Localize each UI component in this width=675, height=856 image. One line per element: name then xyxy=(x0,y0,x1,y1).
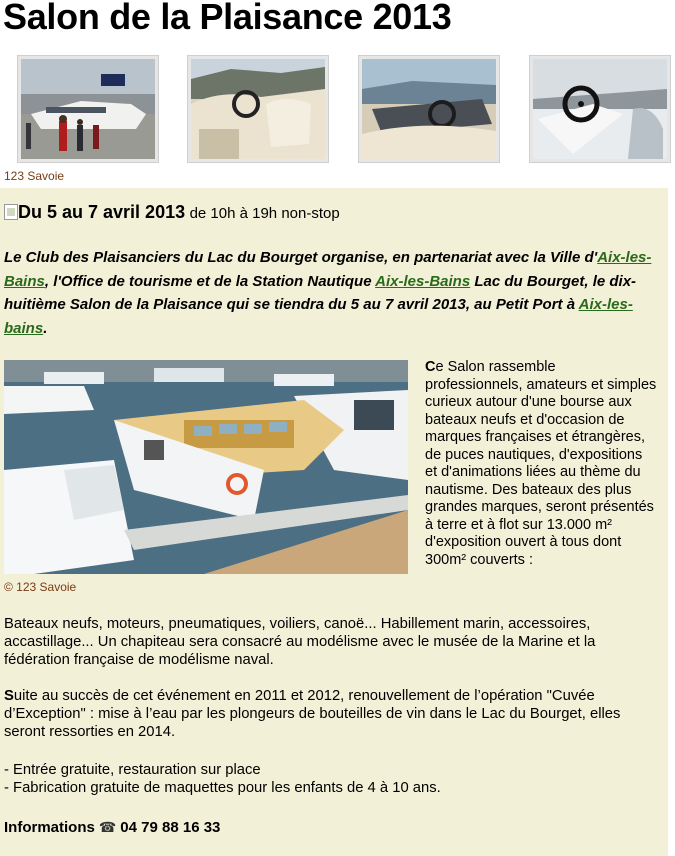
feature-item: - Entrée gratuite, restauration sur place xyxy=(4,762,261,778)
contact-info xyxy=(4,819,220,836)
thumbnail-boat-cockpit-1[interactable] xyxy=(187,55,329,163)
intro-text: , l'Office de tourisme et de la Station Nautique xyxy=(44,272,376,290)
event-dates-line xyxy=(4,202,340,223)
feature-item: - Fabrication gratuite de maquettes pour les enfants de 4 à 10 ans. xyxy=(4,780,441,796)
broken-image-icon xyxy=(4,204,18,220)
aix-les-bains-station-link[interactable]: Aix-les-Bains xyxy=(375,272,471,290)
info-label: Informations xyxy=(4,819,95,836)
phone-number: 04 79 88 16 33 xyxy=(120,819,221,836)
cuvee-initial: S xyxy=(4,688,14,704)
features-list xyxy=(4,761,664,797)
salon-description-text: e Salon rassemble professionnels, amateurs et simples curieux autour d'une bourse aux bateaux neufs et d'occasion de marques françaises et étrangères, de puces nautiques, d'expositions et d'animations liées au thème du nautisme. Des bateaux des plus grandes marques, seront présentés à terre et à flot sur 13.000 m² d'exposition ouvert à tous dont 300m² couverts : xyxy=(425,359,657,568)
boat-cockpit-3-image xyxy=(533,59,667,159)
thumbnail-boat-cockpit-3[interactable] xyxy=(529,55,671,163)
intro-text: Lac du Bourget, le dix-huitième Salon de la Plaisance qui se tiendra du 5 au 7 avril 2013, au Petit Port à xyxy=(4,272,637,313)
aix-les-bains-link[interactable]: Aix-les-Bains xyxy=(4,249,652,290)
intro-text: . xyxy=(43,319,48,337)
intro-paragraph xyxy=(4,246,664,340)
event-hours: de 10h à 19h non-stop xyxy=(189,205,340,222)
thumbnail-boat-show-crowd[interactable] xyxy=(17,55,159,163)
gallery-credit: 123 Savoie xyxy=(4,169,65,183)
photo-credit: © 123 Savoie xyxy=(4,580,77,594)
boats-paragraph: Bateaux neufs, moteurs, pneumatiques, voiliers, canoë... Habillement marin, accessoires, accastillage... Un chapiteau sera consacré au modélisme avec le musée de la Marine et la fédération française de modélisme naval. xyxy=(4,616,596,668)
drop-initial: C xyxy=(425,359,436,375)
boat-show-crowd-image xyxy=(21,59,155,159)
marina-boats-image xyxy=(4,360,408,574)
telephone-icon: ☎ xyxy=(98,819,117,835)
marina-photo xyxy=(4,360,408,574)
boat-cockpit-2-image xyxy=(362,59,496,159)
aix-les-bains-port-link[interactable]: Aix-les-bains xyxy=(4,296,633,337)
cuvee-text: uite au succès de cet événement en 2011 et 2012, renouvellement de l’opération "Cuvée d’Exception" : mise à l’eau par les plongeurs de bouteilles de vin dans le Lac du Bourget, elles seront ressorties en 2014. xyxy=(4,688,621,740)
intro-text: Le Club des Plaisanciers du Lac du Bourget organise, en partenariat avec la Ville d' xyxy=(4,249,598,266)
thumbnail-boat-cockpit-2[interactable] xyxy=(358,55,500,163)
event-dates: Du 5 au 7 avril 2013 xyxy=(18,202,186,222)
page-title: Salon de la Plaisance 2013 xyxy=(3,0,452,37)
salon-description xyxy=(425,359,657,569)
cuvee-paragraph xyxy=(4,687,664,741)
boat-cockpit-1-image xyxy=(191,59,325,159)
